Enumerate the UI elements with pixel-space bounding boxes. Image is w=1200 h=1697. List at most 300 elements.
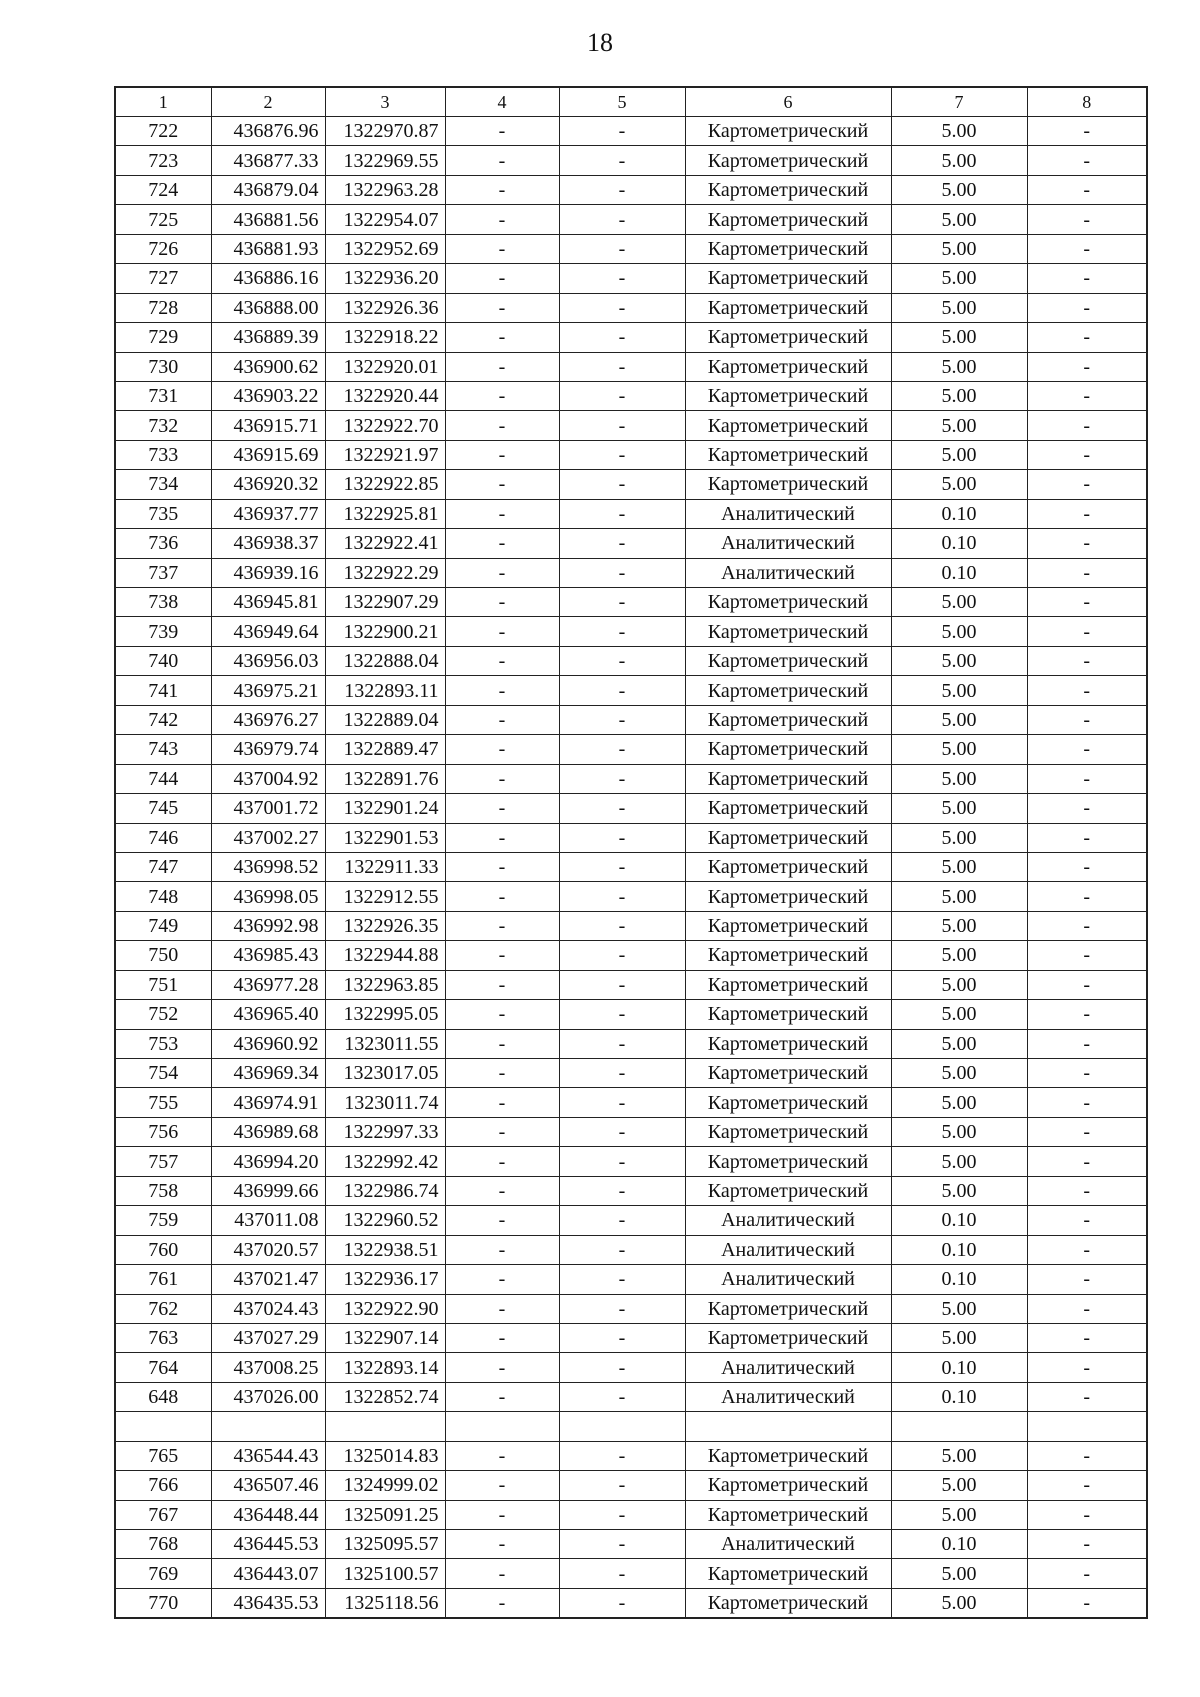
cell-col-5: - bbox=[559, 1029, 685, 1058]
cell-col-3: 1322960.52 bbox=[325, 1206, 445, 1235]
cell-col-7: 5.00 bbox=[891, 794, 1027, 823]
cell-col-5: - bbox=[559, 1559, 685, 1588]
cell-col-4: - bbox=[445, 205, 559, 234]
cell-col-7: 5.00 bbox=[891, 823, 1027, 852]
cell-col-5: - bbox=[559, 911, 685, 940]
cell-col-3: 1323011.55 bbox=[325, 1029, 445, 1058]
cell-col-4: - bbox=[445, 823, 559, 852]
cell-col-7 bbox=[891, 1412, 1027, 1441]
cell-col-4: - bbox=[445, 1265, 559, 1294]
cell-col-1: 739 bbox=[115, 617, 211, 646]
table-row bbox=[115, 1088, 1147, 1117]
cell-col-7: 5.00 bbox=[891, 117, 1027, 146]
cell-col-1: 745 bbox=[115, 794, 211, 823]
cell-col-1: 732 bbox=[115, 411, 211, 440]
cell-col-5: - bbox=[559, 1059, 685, 1088]
cell-col-4: - bbox=[445, 323, 559, 352]
cell-col-1: 759 bbox=[115, 1206, 211, 1235]
cell-col-7: 5.00 bbox=[891, 588, 1027, 617]
cell-col-7: 5.00 bbox=[891, 911, 1027, 940]
cell-col-3: 1325091.25 bbox=[325, 1500, 445, 1529]
cell-col-6: Аналитический bbox=[685, 558, 891, 587]
cell-col-2: 436989.68 bbox=[211, 1117, 325, 1146]
cell-col-8: - bbox=[1027, 1382, 1147, 1411]
cell-col-4: - bbox=[445, 705, 559, 734]
cell-col-2: 436435.53 bbox=[211, 1588, 325, 1618]
cell-col-2: 436965.40 bbox=[211, 1000, 325, 1029]
cell-col-8: - bbox=[1027, 264, 1147, 293]
cell-col-2: 436945.81 bbox=[211, 588, 325, 617]
table-row bbox=[115, 882, 1147, 911]
cell-col-4: - bbox=[445, 1588, 559, 1618]
cell-col-3: 1322922.70 bbox=[325, 411, 445, 440]
cell-col-1: 763 bbox=[115, 1323, 211, 1352]
cell-col-1: 767 bbox=[115, 1500, 211, 1529]
cell-col-2: 436969.34 bbox=[211, 1059, 325, 1088]
cell-col-1: 758 bbox=[115, 1176, 211, 1205]
cell-col-1: 744 bbox=[115, 764, 211, 793]
cell-col-5: - bbox=[559, 1117, 685, 1146]
cell-col-3: 1322938.51 bbox=[325, 1235, 445, 1264]
cell-col-2: 436507.46 bbox=[211, 1471, 325, 1500]
cell-col-7: 5.00 bbox=[891, 1588, 1027, 1618]
cell-col-4: - bbox=[445, 588, 559, 617]
table-row bbox=[115, 1382, 1147, 1411]
cell-col-8: - bbox=[1027, 117, 1147, 146]
cell-col-2: 436979.74 bbox=[211, 735, 325, 764]
cell-col-8: - bbox=[1027, 852, 1147, 881]
cell-col-5: - bbox=[559, 175, 685, 204]
cell-col-3: 1322995.05 bbox=[325, 1000, 445, 1029]
cell-col-6: Картометрический bbox=[685, 941, 891, 970]
cell-col-6: Картометрический bbox=[685, 705, 891, 734]
cell-col-5: - bbox=[559, 970, 685, 999]
cell-col-8: - bbox=[1027, 1176, 1147, 1205]
cell-col-4: - bbox=[445, 234, 559, 263]
cell-col-5: - bbox=[559, 411, 685, 440]
cell-col-4: - bbox=[445, 558, 559, 587]
cell-col-8: - bbox=[1027, 588, 1147, 617]
cell-col-3: 1322920.44 bbox=[325, 381, 445, 410]
cell-col-2: 436888.00 bbox=[211, 293, 325, 322]
cell-col-2: 436889.39 bbox=[211, 323, 325, 352]
cell-col-1: 723 bbox=[115, 146, 211, 175]
table-row bbox=[115, 1353, 1147, 1382]
cell-col-3: 1322901.53 bbox=[325, 823, 445, 852]
cell-col-5 bbox=[559, 1412, 685, 1441]
cell-col-2: 436903.22 bbox=[211, 381, 325, 410]
table-row bbox=[115, 1176, 1147, 1205]
cell-col-8: - bbox=[1027, 823, 1147, 852]
cell-col-8: - bbox=[1027, 411, 1147, 440]
cell-col-4: - bbox=[445, 146, 559, 175]
cell-col-2: 436937.77 bbox=[211, 499, 325, 528]
cell-col-3: 1322907.14 bbox=[325, 1323, 445, 1352]
cell-col-8: - bbox=[1027, 970, 1147, 999]
cell-col-4: - bbox=[445, 882, 559, 911]
cell-col-7: 0.10 bbox=[891, 1530, 1027, 1559]
coordinates-table bbox=[114, 86, 1148, 1619]
cell-col-2: 437027.29 bbox=[211, 1323, 325, 1352]
cell-col-5: - bbox=[559, 499, 685, 528]
table-row bbox=[115, 1588, 1147, 1618]
table-row bbox=[115, 117, 1147, 146]
cell-col-3: 1322992.42 bbox=[325, 1147, 445, 1176]
cell-col-6: Картометрический bbox=[685, 1294, 891, 1323]
column-header-2: 2 bbox=[211, 87, 325, 117]
table-body bbox=[115, 117, 1147, 1619]
cell-col-8: - bbox=[1027, 352, 1147, 381]
cell-col-7: 5.00 bbox=[891, 882, 1027, 911]
table-row bbox=[115, 558, 1147, 587]
cell-col-2: 436876.96 bbox=[211, 117, 325, 146]
cell-col-6: Картометрический bbox=[685, 1471, 891, 1500]
cell-col-2: 436998.52 bbox=[211, 852, 325, 881]
cell-col-1: 740 bbox=[115, 646, 211, 675]
cell-col-5: - bbox=[559, 264, 685, 293]
column-header-7: 7 bbox=[891, 87, 1027, 117]
cell-col-6: Картометрический bbox=[685, 1441, 891, 1470]
cell-col-7: 5.00 bbox=[891, 146, 1027, 175]
cell-col-5: - bbox=[559, 558, 685, 587]
cell-col-7: 5.00 bbox=[891, 293, 1027, 322]
cell-col-3: 1322912.55 bbox=[325, 882, 445, 911]
cell-col-6: Картометрический bbox=[685, 1029, 891, 1058]
cell-col-1: 748 bbox=[115, 882, 211, 911]
cell-col-6: Картометрический bbox=[685, 911, 891, 940]
cell-col-8: - bbox=[1027, 293, 1147, 322]
cell-col-8: - bbox=[1027, 323, 1147, 352]
cell-col-8: - bbox=[1027, 529, 1147, 558]
cell-col-7: 0.10 bbox=[891, 1265, 1027, 1294]
table-row bbox=[115, 1530, 1147, 1559]
table-row bbox=[115, 617, 1147, 646]
cell-col-2: 436974.91 bbox=[211, 1088, 325, 1117]
cell-col-7: 5.00 bbox=[891, 1147, 1027, 1176]
cell-col-1: 648 bbox=[115, 1382, 211, 1411]
cell-col-5: - bbox=[559, 1206, 685, 1235]
cell-col-1: 756 bbox=[115, 1117, 211, 1146]
cell-col-6: Картометрический bbox=[685, 234, 891, 263]
cell-col-6: Аналитический bbox=[685, 1530, 891, 1559]
cell-col-3: 1322922.90 bbox=[325, 1294, 445, 1323]
cell-col-1: 736 bbox=[115, 529, 211, 558]
cell-col-7: 5.00 bbox=[891, 941, 1027, 970]
table-row bbox=[115, 175, 1147, 204]
cell-col-6: Картометрический bbox=[685, 1323, 891, 1352]
cell-col-3: 1322922.85 bbox=[325, 470, 445, 499]
cell-col-5: - bbox=[559, 1088, 685, 1117]
table-row bbox=[115, 499, 1147, 528]
table-row bbox=[115, 588, 1147, 617]
cell-col-8: - bbox=[1027, 735, 1147, 764]
cell-col-2: 436985.43 bbox=[211, 941, 325, 970]
cell-col-8: - bbox=[1027, 705, 1147, 734]
cell-col-7: 5.00 bbox=[891, 205, 1027, 234]
cell-col-3: 1322925.81 bbox=[325, 499, 445, 528]
cell-col-4: - bbox=[445, 735, 559, 764]
table-row bbox=[115, 352, 1147, 381]
cell-col-1: 755 bbox=[115, 1088, 211, 1117]
cell-col-3: 1324999.02 bbox=[325, 1471, 445, 1500]
cell-col-2: 436886.16 bbox=[211, 264, 325, 293]
cell-col-8: - bbox=[1027, 1559, 1147, 1588]
cell-col-1: 762 bbox=[115, 1294, 211, 1323]
cell-col-3: 1323017.05 bbox=[325, 1059, 445, 1088]
cell-col-3: 1322901.24 bbox=[325, 794, 445, 823]
column-header-8: 8 bbox=[1027, 87, 1147, 117]
cell-col-7: 5.00 bbox=[891, 323, 1027, 352]
cell-col-7: 5.00 bbox=[891, 1088, 1027, 1117]
cell-col-1: 761 bbox=[115, 1265, 211, 1294]
cell-col-8: - bbox=[1027, 1265, 1147, 1294]
table-row bbox=[115, 1235, 1147, 1264]
page-number: 18 bbox=[587, 28, 613, 57]
cell-col-4: - bbox=[445, 1206, 559, 1235]
cell-col-4: - bbox=[445, 411, 559, 440]
cell-col-5: - bbox=[559, 146, 685, 175]
cell-col-3: 1322970.87 bbox=[325, 117, 445, 146]
cell-col-2: 436977.28 bbox=[211, 970, 325, 999]
table-row bbox=[115, 646, 1147, 675]
cell-col-6: Картометрический bbox=[685, 852, 891, 881]
cell-col-2: 436975.21 bbox=[211, 676, 325, 705]
cell-col-4: - bbox=[445, 1559, 559, 1588]
cell-col-4: - bbox=[445, 1235, 559, 1264]
cell-col-8: - bbox=[1027, 617, 1147, 646]
table-row bbox=[115, 941, 1147, 970]
cell-col-3: 1322893.14 bbox=[325, 1353, 445, 1382]
cell-col-1: 753 bbox=[115, 1029, 211, 1058]
cell-col-2: 436881.93 bbox=[211, 234, 325, 263]
table-row bbox=[115, 676, 1147, 705]
cell-col-8: - bbox=[1027, 646, 1147, 675]
cell-col-6: Картометрический bbox=[685, 1059, 891, 1088]
cell-col-3: 1322921.97 bbox=[325, 440, 445, 469]
cell-col-3 bbox=[325, 1412, 445, 1441]
cell-col-3: 1322888.04 bbox=[325, 646, 445, 675]
cell-col-8: - bbox=[1027, 1471, 1147, 1500]
cell-col-7: 5.00 bbox=[891, 735, 1027, 764]
cell-col-4: - bbox=[445, 676, 559, 705]
cell-col-1: 742 bbox=[115, 705, 211, 734]
cell-col-4: - bbox=[445, 499, 559, 528]
cell-col-8: - bbox=[1027, 941, 1147, 970]
table-row bbox=[115, 1323, 1147, 1352]
table-row bbox=[115, 735, 1147, 764]
cell-col-8: - bbox=[1027, 882, 1147, 911]
cell-col-1: 726 bbox=[115, 234, 211, 263]
column-header-3: 3 bbox=[325, 87, 445, 117]
cell-col-5: - bbox=[559, 323, 685, 352]
cell-col-3: 1322926.35 bbox=[325, 911, 445, 940]
cell-col-1: 737 bbox=[115, 558, 211, 587]
cell-col-2: 437001.72 bbox=[211, 794, 325, 823]
cell-col-2: 436877.33 bbox=[211, 146, 325, 175]
cell-col-6: Картометрический bbox=[685, 823, 891, 852]
cell-col-1: 734 bbox=[115, 470, 211, 499]
cell-col-2: 436994.20 bbox=[211, 1147, 325, 1176]
cell-col-2: 436915.71 bbox=[211, 411, 325, 440]
cell-col-5: - bbox=[559, 1000, 685, 1029]
cell-col-7: 5.00 bbox=[891, 1059, 1027, 1088]
cell-col-6: Картометрический bbox=[685, 293, 891, 322]
cell-col-2: 436881.56 bbox=[211, 205, 325, 234]
cell-col-5: - bbox=[559, 470, 685, 499]
cell-col-3: 1322969.55 bbox=[325, 146, 445, 175]
cell-col-2: 436920.32 bbox=[211, 470, 325, 499]
column-header-5: 5 bbox=[559, 87, 685, 117]
cell-col-5: - bbox=[559, 440, 685, 469]
cell-col-4: - bbox=[445, 1382, 559, 1411]
cell-col-5: - bbox=[559, 1500, 685, 1529]
cell-col-6: Аналитический bbox=[685, 499, 891, 528]
cell-col-1: 749 bbox=[115, 911, 211, 940]
cell-col-8: - bbox=[1027, 1588, 1147, 1618]
cell-col-4: - bbox=[445, 1000, 559, 1029]
cell-col-7: 0.10 bbox=[891, 499, 1027, 528]
cell-col-1: 757 bbox=[115, 1147, 211, 1176]
cell-col-8: - bbox=[1027, 1500, 1147, 1529]
cell-col-6: Картометрический bbox=[685, 764, 891, 793]
cell-col-6: Картометрический bbox=[685, 794, 891, 823]
cell-col-2: 436445.53 bbox=[211, 1530, 325, 1559]
cell-col-1: 760 bbox=[115, 1235, 211, 1264]
cell-col-5: - bbox=[559, 735, 685, 764]
cell-col-8: - bbox=[1027, 911, 1147, 940]
cell-col-5: - bbox=[559, 205, 685, 234]
cell-col-3: 1322952.69 bbox=[325, 234, 445, 263]
cell-col-8: - bbox=[1027, 1088, 1147, 1117]
cell-col-5: - bbox=[559, 852, 685, 881]
cell-col-6 bbox=[685, 1412, 891, 1441]
cell-col-6: Аналитический bbox=[685, 529, 891, 558]
table-row bbox=[115, 1471, 1147, 1500]
cell-col-7: 5.00 bbox=[891, 676, 1027, 705]
cell-col-7: 5.00 bbox=[891, 264, 1027, 293]
cell-col-5: - bbox=[559, 1147, 685, 1176]
cell-col-7: 5.00 bbox=[891, 1029, 1027, 1058]
separator-row bbox=[115, 1412, 1147, 1441]
cell-col-1: 750 bbox=[115, 941, 211, 970]
cell-col-4: - bbox=[445, 1029, 559, 1058]
cell-col-2: 437026.00 bbox=[211, 1382, 325, 1411]
cell-col-6: Аналитический bbox=[685, 1235, 891, 1264]
cell-col-8: - bbox=[1027, 1029, 1147, 1058]
cell-col-4 bbox=[445, 1412, 559, 1441]
cell-col-3: 1322986.74 bbox=[325, 1176, 445, 1205]
cell-col-8 bbox=[1027, 1412, 1147, 1441]
cell-col-7: 5.00 bbox=[891, 646, 1027, 675]
cell-col-4: - bbox=[445, 1500, 559, 1529]
cell-col-7: 0.10 bbox=[891, 1382, 1027, 1411]
cell-col-5: - bbox=[559, 1441, 685, 1470]
cell-col-1: 765 bbox=[115, 1441, 211, 1470]
cell-col-2: 437021.47 bbox=[211, 1265, 325, 1294]
cell-col-8: - bbox=[1027, 381, 1147, 410]
cell-col-8: - bbox=[1027, 234, 1147, 263]
cell-col-3: 1322852.74 bbox=[325, 1382, 445, 1411]
table-row bbox=[115, 794, 1147, 823]
cell-col-4: - bbox=[445, 1176, 559, 1205]
cell-col-2: 436544.43 bbox=[211, 1441, 325, 1470]
table-row bbox=[115, 293, 1147, 322]
cell-col-5: - bbox=[559, 381, 685, 410]
table-row bbox=[115, 234, 1147, 263]
cell-col-8: - bbox=[1027, 1117, 1147, 1146]
cell-col-6: Картометрический bbox=[685, 676, 891, 705]
cell-col-1: 764 bbox=[115, 1353, 211, 1382]
cell-col-3: 1325014.83 bbox=[325, 1441, 445, 1470]
cell-col-2: 436960.92 bbox=[211, 1029, 325, 1058]
cell-col-3: 1322997.33 bbox=[325, 1117, 445, 1146]
cell-col-5: - bbox=[559, 588, 685, 617]
column-header-6: 6 bbox=[685, 87, 891, 117]
cell-col-8: - bbox=[1027, 1147, 1147, 1176]
cell-col-8: - bbox=[1027, 470, 1147, 499]
cell-col-5: - bbox=[559, 293, 685, 322]
cell-col-2: 436879.04 bbox=[211, 175, 325, 204]
cell-col-6: Картометрический bbox=[685, 1176, 891, 1205]
cell-col-4: - bbox=[445, 941, 559, 970]
cell-col-3: 1325118.56 bbox=[325, 1588, 445, 1618]
cell-col-1: 727 bbox=[115, 264, 211, 293]
cell-col-7: 5.00 bbox=[891, 1294, 1027, 1323]
cell-col-2: 437024.43 bbox=[211, 1294, 325, 1323]
table-row bbox=[115, 1294, 1147, 1323]
cell-col-6: Картометрический bbox=[685, 588, 891, 617]
cell-col-1: 766 bbox=[115, 1471, 211, 1500]
cell-col-4: - bbox=[445, 646, 559, 675]
cell-col-2 bbox=[211, 1412, 325, 1441]
cell-col-4: - bbox=[445, 970, 559, 999]
cell-col-7: 0.10 bbox=[891, 1206, 1027, 1235]
cell-col-8: - bbox=[1027, 1353, 1147, 1382]
cell-col-7: 5.00 bbox=[891, 234, 1027, 263]
cell-col-2: 437002.27 bbox=[211, 823, 325, 852]
cell-col-7: 0.10 bbox=[891, 558, 1027, 587]
cell-col-5: - bbox=[559, 617, 685, 646]
cell-col-6: Картометрический bbox=[685, 352, 891, 381]
cell-col-6: Картометрический bbox=[685, 1147, 891, 1176]
cell-col-2: 437020.57 bbox=[211, 1235, 325, 1264]
cell-col-1: 747 bbox=[115, 852, 211, 881]
cell-col-4: - bbox=[445, 1294, 559, 1323]
cell-col-8: - bbox=[1027, 499, 1147, 528]
cell-col-6: Картометрический bbox=[685, 440, 891, 469]
cell-col-4: - bbox=[445, 1147, 559, 1176]
cell-col-8: - bbox=[1027, 1441, 1147, 1470]
cell-col-5: - bbox=[559, 1530, 685, 1559]
cell-col-1: 733 bbox=[115, 440, 211, 469]
cell-col-4: - bbox=[445, 852, 559, 881]
cell-col-5: - bbox=[559, 1176, 685, 1205]
table-row bbox=[115, 205, 1147, 234]
cell-col-8: - bbox=[1027, 1294, 1147, 1323]
cell-col-3: 1322936.20 bbox=[325, 264, 445, 293]
cell-col-6: Картометрический bbox=[685, 882, 891, 911]
table-row bbox=[115, 411, 1147, 440]
cell-col-4: - bbox=[445, 470, 559, 499]
cell-col-5: - bbox=[559, 646, 685, 675]
cell-col-4: - bbox=[445, 175, 559, 204]
cell-col-7: 5.00 bbox=[891, 1500, 1027, 1529]
cell-col-6: Картометрический bbox=[685, 470, 891, 499]
table-row bbox=[115, 970, 1147, 999]
cell-col-1: 722 bbox=[115, 117, 211, 146]
table-row bbox=[115, 1029, 1147, 1058]
cell-col-6: Картометрический bbox=[685, 411, 891, 440]
